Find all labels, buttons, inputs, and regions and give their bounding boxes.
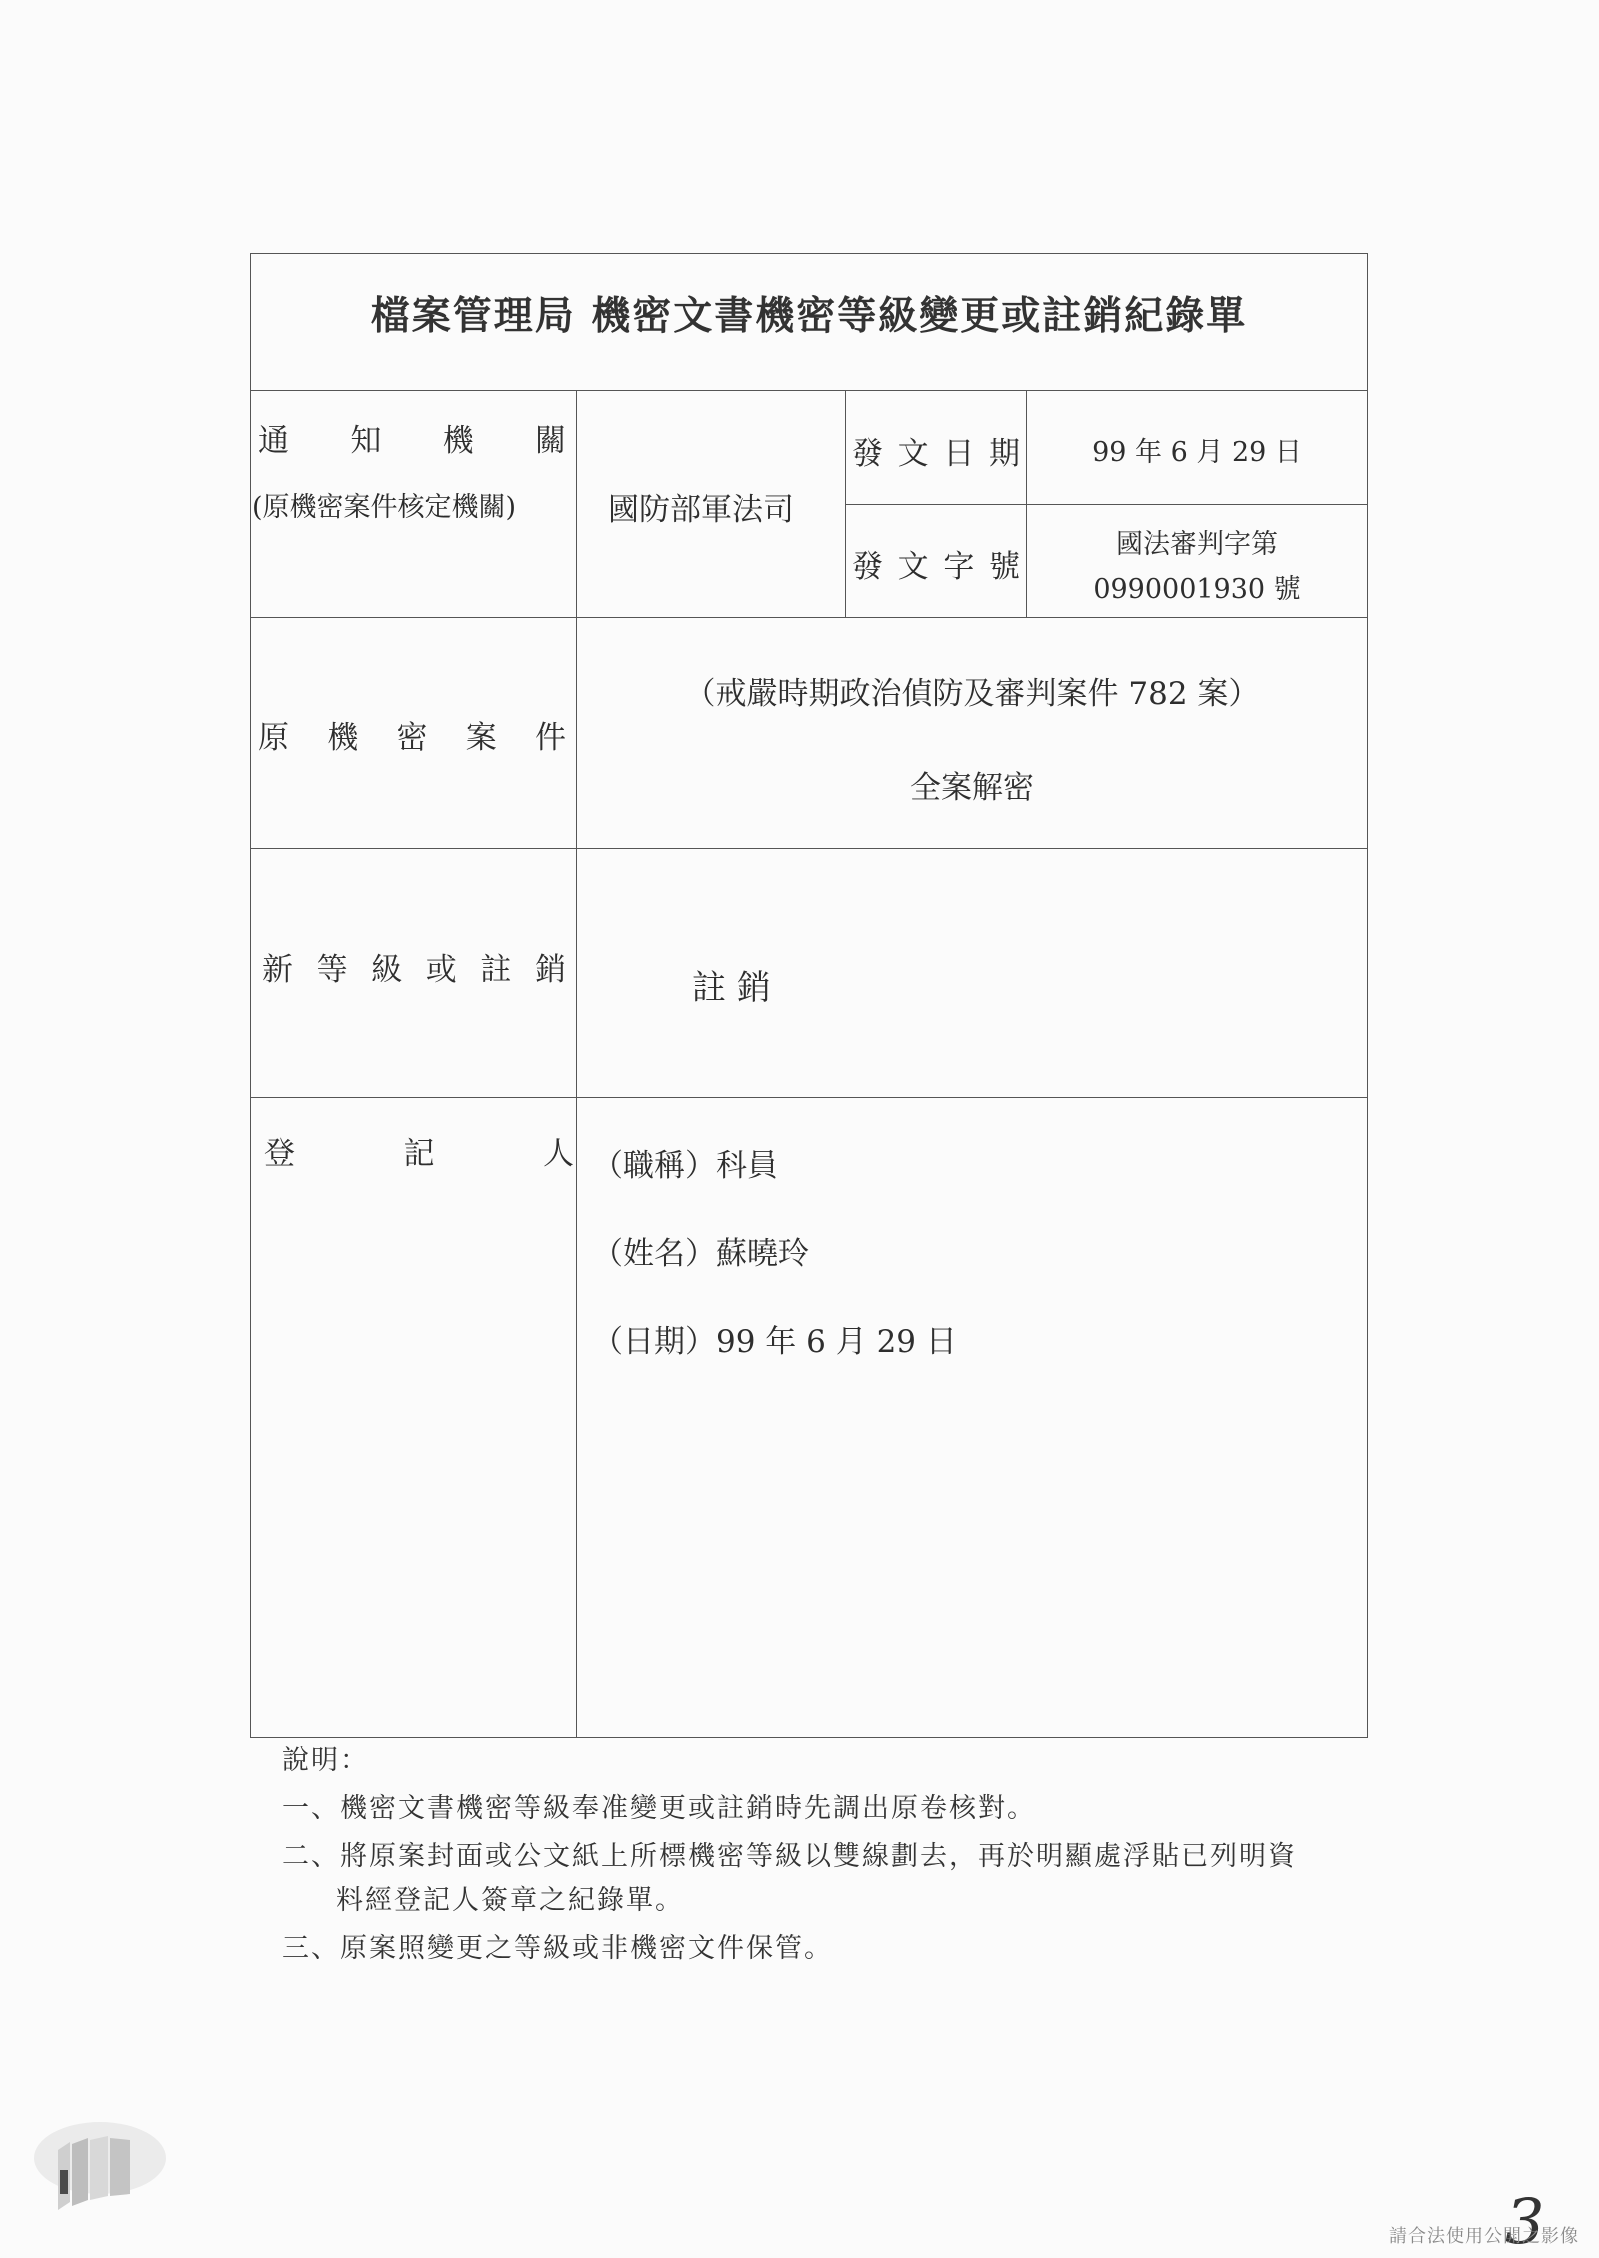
notifying-agency-sublabel: (原機密案件核定機關): [252, 492, 517, 523]
usage-notice: 請合法使用公開之影像: [1389, 2226, 1579, 2247]
notifying-agency-label: 通 知 機 關: [258, 423, 566, 459]
form-table: [250, 253, 1368, 1738]
notifying-agency-value: 國防部軍法司: [608, 492, 794, 528]
row-divider: [250, 848, 1368, 849]
issue-date-label: 發 文 日 期: [852, 436, 1020, 472]
note-item-2: 二、將原案封面或公文紙上所標機密等級以雙線劃去，再於明顯處浮貼已列明資: [282, 1841, 1297, 1872]
note-item-1: 一、機密文書機密等級奉准變更或註銷時先調出原卷核對。: [282, 1793, 1036, 1824]
issue-number-line1: 國法審判字第: [1116, 529, 1278, 560]
issue-number-label: 發 文 字 號: [852, 549, 1020, 585]
issue-date-value: 99 年 6 月 29 日: [1092, 437, 1302, 468]
column-divider: [845, 390, 846, 617]
form-title: 檔案管理局 機密文書機密等級變更或註銷紀錄單: [370, 293, 1248, 339]
new-level-label: 新 等 級 或 註 銷: [262, 952, 566, 988]
column-divider: [576, 390, 577, 1738]
row-divider: [250, 1097, 1368, 1098]
note-item-2-continued: 料經登記人簽章之紀錄單。: [336, 1885, 684, 1916]
declassification-status: 全案解密: [910, 770, 1034, 806]
registrant-label: 登 記 人: [264, 1136, 574, 1172]
registrant-title: （職稱）科員: [592, 1148, 778, 1184]
original-case-value: （戒嚴時期政治偵防及審判案件 782 案）: [684, 676, 1260, 712]
row-divider: [250, 390, 1368, 391]
notes-heading: 說明：: [282, 1745, 369, 1776]
note-item-3: 三、原案照變更之等級或非機密文件保管。: [282, 1933, 833, 1964]
row-divider: [845, 504, 1368, 505]
archive-logo-icon: [30, 2110, 170, 2220]
registrant-name: （姓名）蘇曉玲: [592, 1236, 809, 1272]
row-divider: [250, 617, 1368, 618]
original-case-label: 原 機 密 案 件: [258, 720, 566, 756]
issue-number-line2: 0990001930 號: [1093, 574, 1301, 605]
new-level-value: 註 銷: [692, 968, 771, 1008]
page-number: 3: [1505, 2185, 1545, 2258]
registrant-date: （日期）99 年 6 月 29 日: [592, 1324, 957, 1360]
